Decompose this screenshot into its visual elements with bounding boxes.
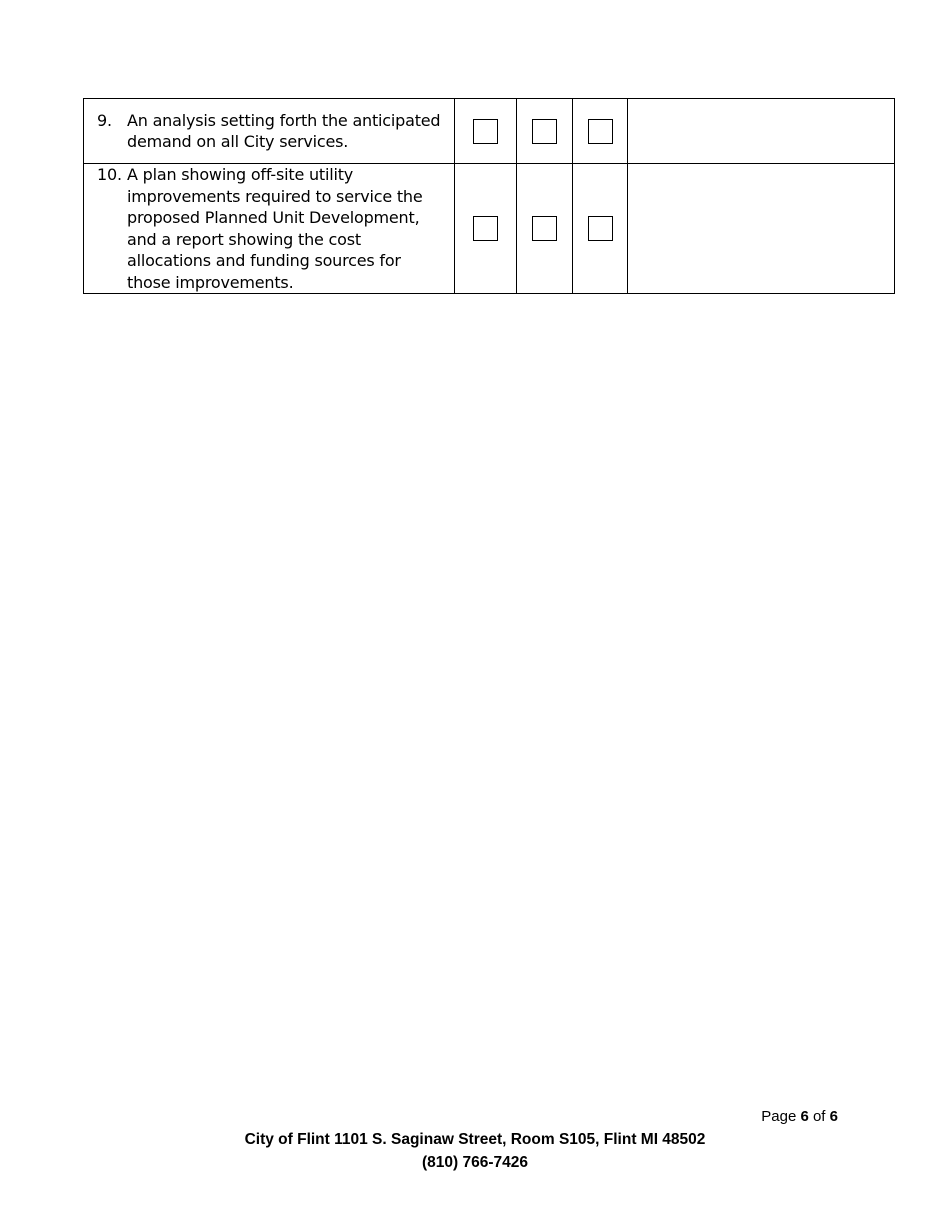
requirement-description-cell <box>84 99 455 164</box>
item-10-checkbox-1[interactable] <box>473 216 498 241</box>
item-10-checkbox-3[interactable] <box>588 216 613 241</box>
item-description: An analysis setting forth the anticipated demand on all City services. <box>127 110 441 151</box>
item-9-checkbox-2[interactable] <box>532 119 557 144</box>
item-9-checkbox-1[interactable] <box>473 119 498 144</box>
checkbox-cell <box>455 164 517 294</box>
checkbox-cell <box>517 164 573 294</box>
page-number-total: 6 <box>829 1108 838 1125</box>
item-number: 9. <box>97 110 112 130</box>
item-9-checkbox-3[interactable] <box>588 119 613 144</box>
footer-phone: (810) 766-7426 <box>422 1154 528 1171</box>
page-number <box>761 1108 838 1126</box>
item-number: 10. <box>97 165 122 184</box>
page-number-of: of <box>808 1108 830 1125</box>
table-row <box>84 164 895 294</box>
item-10-notes-field[interactable] <box>628 164 895 294</box>
item-9-notes-field[interactable] <box>628 99 895 164</box>
page-number-prefix: Page <box>761 1108 801 1125</box>
checkbox-cell <box>455 99 517 164</box>
checkbox-cell <box>573 164 628 294</box>
item-description: A plan showing off-site utility improvements required to service the proposed Planned Unit Development, and a report showing the cost allocations and funding sources for those improvements. <box>127 165 423 292</box>
page-number-current: 6 <box>800 1108 809 1125</box>
requirements-checklist-table <box>83 98 895 294</box>
item-10-checkbox-2[interactable] <box>532 216 557 241</box>
checkbox-cell <box>573 99 628 164</box>
footer-address: City of Flint 1101 S. Saginaw Street, Room S105, Flint MI 48502 <box>244 1131 706 1148</box>
requirement-description-cell <box>84 164 455 294</box>
checkbox-cell <box>517 99 573 164</box>
table-row <box>84 99 895 164</box>
